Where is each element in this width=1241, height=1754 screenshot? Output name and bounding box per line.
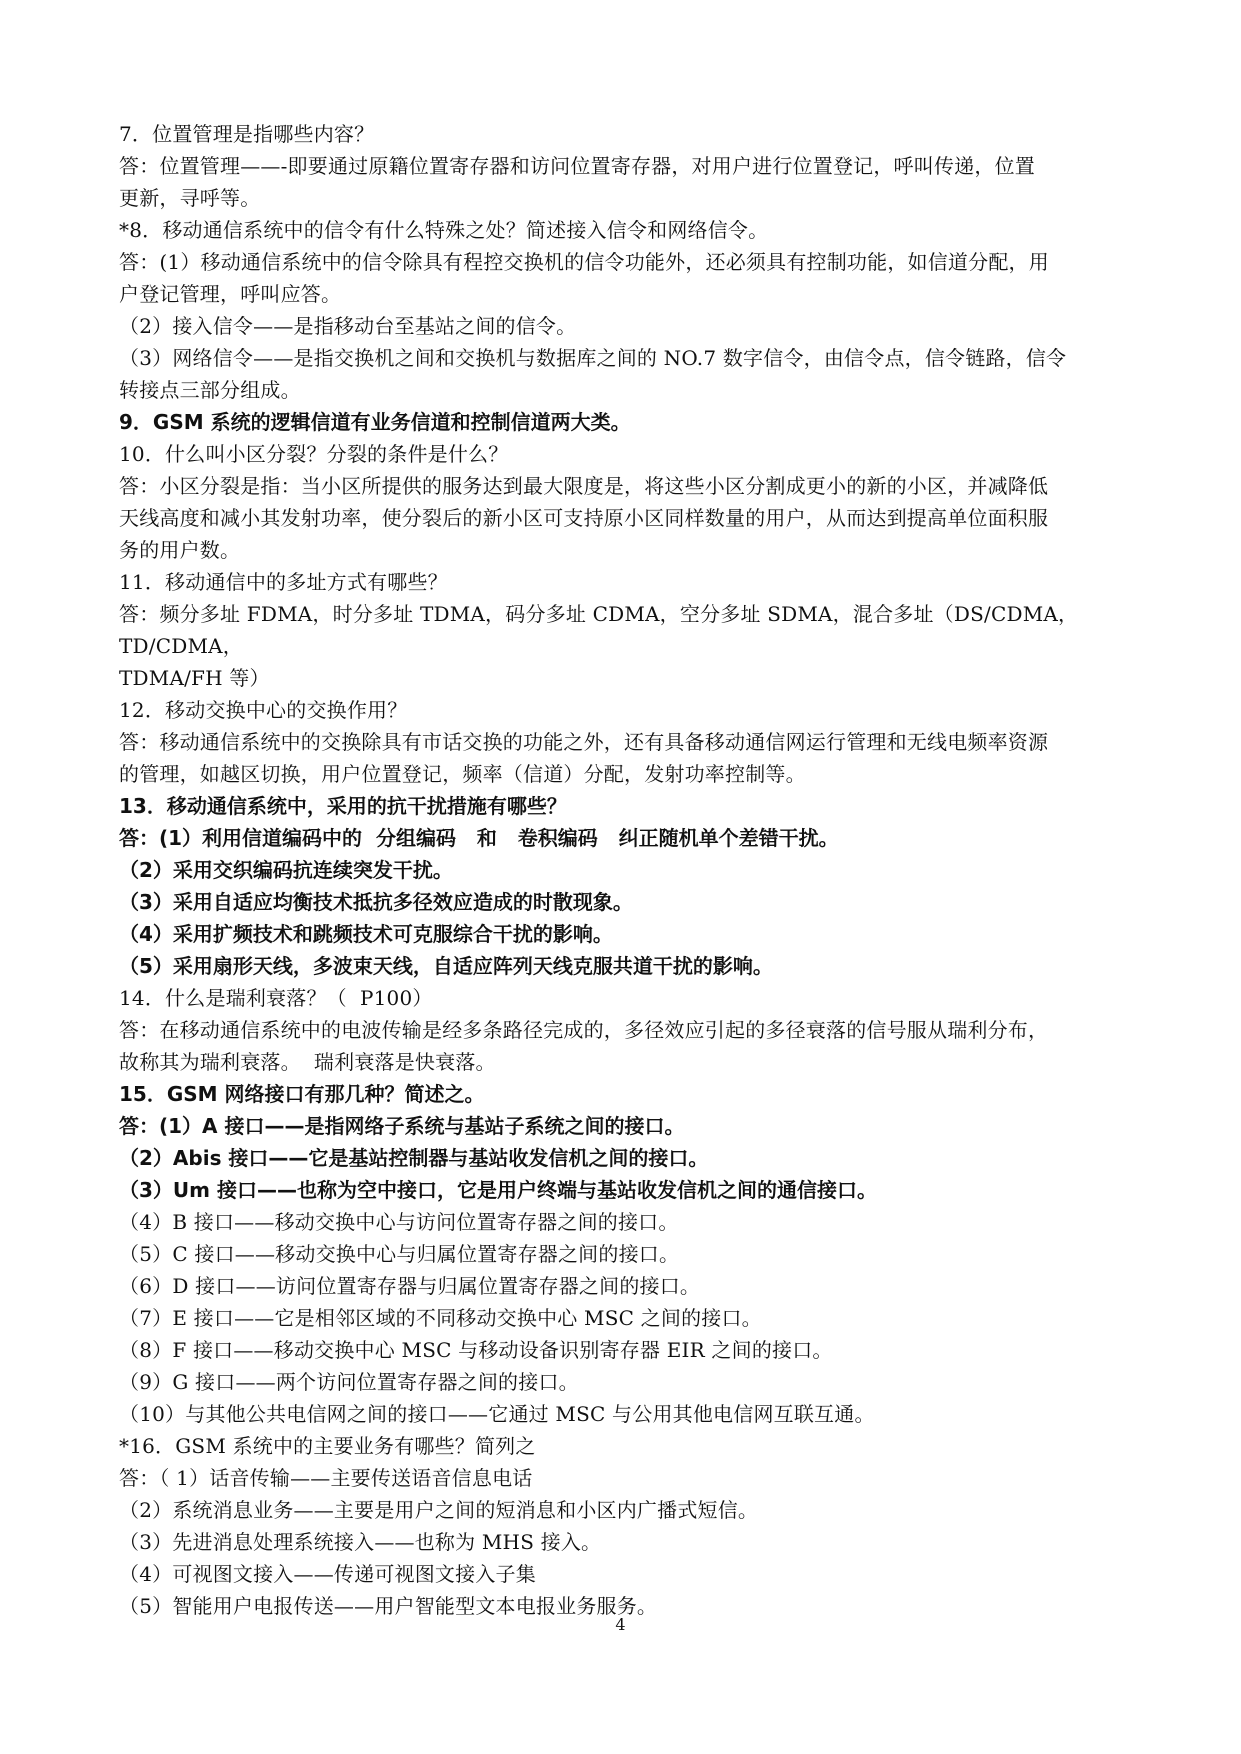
answer-12-line-2: 的管理，如越区切换，用户位置登记，频率（信道）分配，发射功率控制等。 xyxy=(119,762,806,786)
answer-8-item-3-cont: 转接点三部分组成。 xyxy=(119,378,301,402)
answer-13-item-3: （3）采用自适应均衡技术抵抗多径效应造成的时散现象。 xyxy=(119,890,633,914)
answer-11-line-2: TDMA/FH 等） xyxy=(119,666,270,690)
page-number: 4 xyxy=(615,1615,626,1634)
answer-15-item-4: （4）B 接口——移动交换中心与访问位置寄存器之间的接口。 xyxy=(119,1210,679,1234)
answer-15-item-5: （5）C 接口——移动交换中心与归属位置寄存器之间的接口。 xyxy=(119,1242,680,1266)
answer-15-item-1: 答：(1）A 接口——是指网络子系统与基站子系统之间的接口。 xyxy=(119,1114,685,1138)
item-9-bold: 9．GSM 系统的逻辑信道有业务信道和控制信道两大类。 xyxy=(119,410,631,434)
question-8: *8．移动通信系统中的信令有什么特殊之处？简述接入信令和网络信令。 xyxy=(119,218,769,242)
answer-10-line-1: 答：小区分裂是指：当小区所提供的服务达到最大限度是，将这些小区分割成更小的新的小区，并减降低 xyxy=(119,474,1049,498)
question-11: 11．移动通信中的多址方式有哪些？ xyxy=(119,570,448,594)
answer-16-item-1: 答：（ 1）话音传输——主要传送语音信息电话 xyxy=(119,1466,533,1490)
answer-15-item-10: （10）与其他公共电信网之间的接口——它通过 MSC 与公用其他电信网互联互通。 xyxy=(119,1402,875,1426)
answer-13-item-1: 答：(1）利用信道编码中的 分组编码 和 卷积编码 纠正随机单个差错干扰。 xyxy=(119,826,839,850)
answer-16-item-5: （5）智能用户电报传送——用户智能型文本电报业务服务。 xyxy=(119,1594,658,1618)
answer-10-line-3: 务的用户数。 xyxy=(119,538,241,562)
answer-7-line-2: 更新，寻呼等。 xyxy=(119,186,261,210)
answer-8-line-1: 答：(1）移动通信系统中的信令除具有程控交换机的信令功能外，还必须具有控制功能，如信道分配，用 xyxy=(119,250,1049,274)
question-13: 13．移动通信系统中，采用的抗干扰措施有哪些？ xyxy=(119,794,567,818)
answer-8-item-3: （3）网络信令——是指交换机之间和交换机与数据库之间的 NO.7 数字信令，由信令点，信令链路，信令 xyxy=(119,346,1067,370)
answer-15-item-6: （6）D 接口——访问位置寄存器与归属位置寄存器之间的接口。 xyxy=(119,1274,701,1298)
answer-12-line-1: 答：移动通信系统中的交换除具有市话交换的功能之外，还有具备移动通信网运行管理和无线电频率资源 xyxy=(119,730,1049,754)
question-14: 14．什么是瑞利衰落？（ P100） xyxy=(119,986,433,1010)
answer-13-item-4: （4）采用扩频技术和跳频技术可克服综合干扰的影响。 xyxy=(119,922,613,946)
answer-11-line-1: 答：频分多址 FDMA，时分多址 TDMA，码分多址 CDMA，空分多址 SDMA，混合多址（DS/CDMA，TD/CDMA， xyxy=(119,602,1079,658)
answer-13-item-2: （2）采用交织编码抗连续突发干扰。 xyxy=(119,858,453,882)
question-15: 15．GSM 网络接口有那几种？简述之。 xyxy=(119,1082,485,1106)
answer-15-item-9: （9）G 接口——两个访问位置寄存器之间的接口。 xyxy=(119,1370,579,1394)
answer-16-item-3: （3）先进消息处理系统接入——也称为 MHS 接入。 xyxy=(119,1530,602,1554)
answer-15-item-2: （2）Abis 接口——它是基站控制器与基站收发信机之间的接口。 xyxy=(119,1146,709,1170)
answer-14-line-1: 答：在移动通信系统中的电波传输是经多条路径完成的，多径效应引起的多径衰落的信号服从瑞利分布， xyxy=(119,1018,1049,1042)
answer-8-line-2: 户登记管理，呼叫应答。 xyxy=(119,282,342,306)
question-7: 7．位置管理是指哪些内容？ xyxy=(119,122,375,146)
answer-14-line-2: 故称其为瑞利衰落。 瑞利衰落是快衰落。 xyxy=(119,1050,496,1074)
question-16: *16．GSM 系统中的主要业务有哪些？简列之 xyxy=(119,1434,536,1458)
answer-13-item-5: （5）采用扇形天线，多波束天线，自适应阵列天线克服共道干扰的影响。 xyxy=(119,954,773,978)
answer-7-line-1: 答：位置管理——-即要通过原籍位置寄存器和访问位置寄存器，对用户进行位置登记，呼叫传递，位置 xyxy=(119,154,1035,178)
question-10: 10．什么叫小区分裂？分裂的条件是什么？ xyxy=(119,442,509,466)
answer-8-item-2: （2）接入信令——是指移动台至基站之间的信令。 xyxy=(119,314,577,338)
answer-10-line-2: 天线高度和减小其发射功率，使分裂后的新小区可支持原小区同样数量的用户，从而达到提高单位面积服 xyxy=(119,506,1049,530)
answer-15-item-8: （8）F 接口——移动交换中心 MSC 与移动设备识别寄存器 EIR 之间的接口。 xyxy=(119,1338,833,1362)
question-12: 12．移动交换中心的交换作用？ xyxy=(119,698,408,722)
page-body xyxy=(119,118,1141,1622)
answer-15-item-3: （3）Um 接口——也称为空中接口，它是用户终端与基站收发信机之间的通信接口。 xyxy=(119,1178,877,1202)
answer-15-item-7: （7）E 接口——它是相邻区域的不同移动交换中心 MSC 之间的接口。 xyxy=(119,1306,762,1330)
answer-16-item-4: （4）可视图文接入——传递可视图文接入子集 xyxy=(119,1562,536,1586)
answer-16-item-2: （2）系统消息业务——主要是用户之间的短消息和小区内广播式短信。 xyxy=(119,1498,759,1522)
